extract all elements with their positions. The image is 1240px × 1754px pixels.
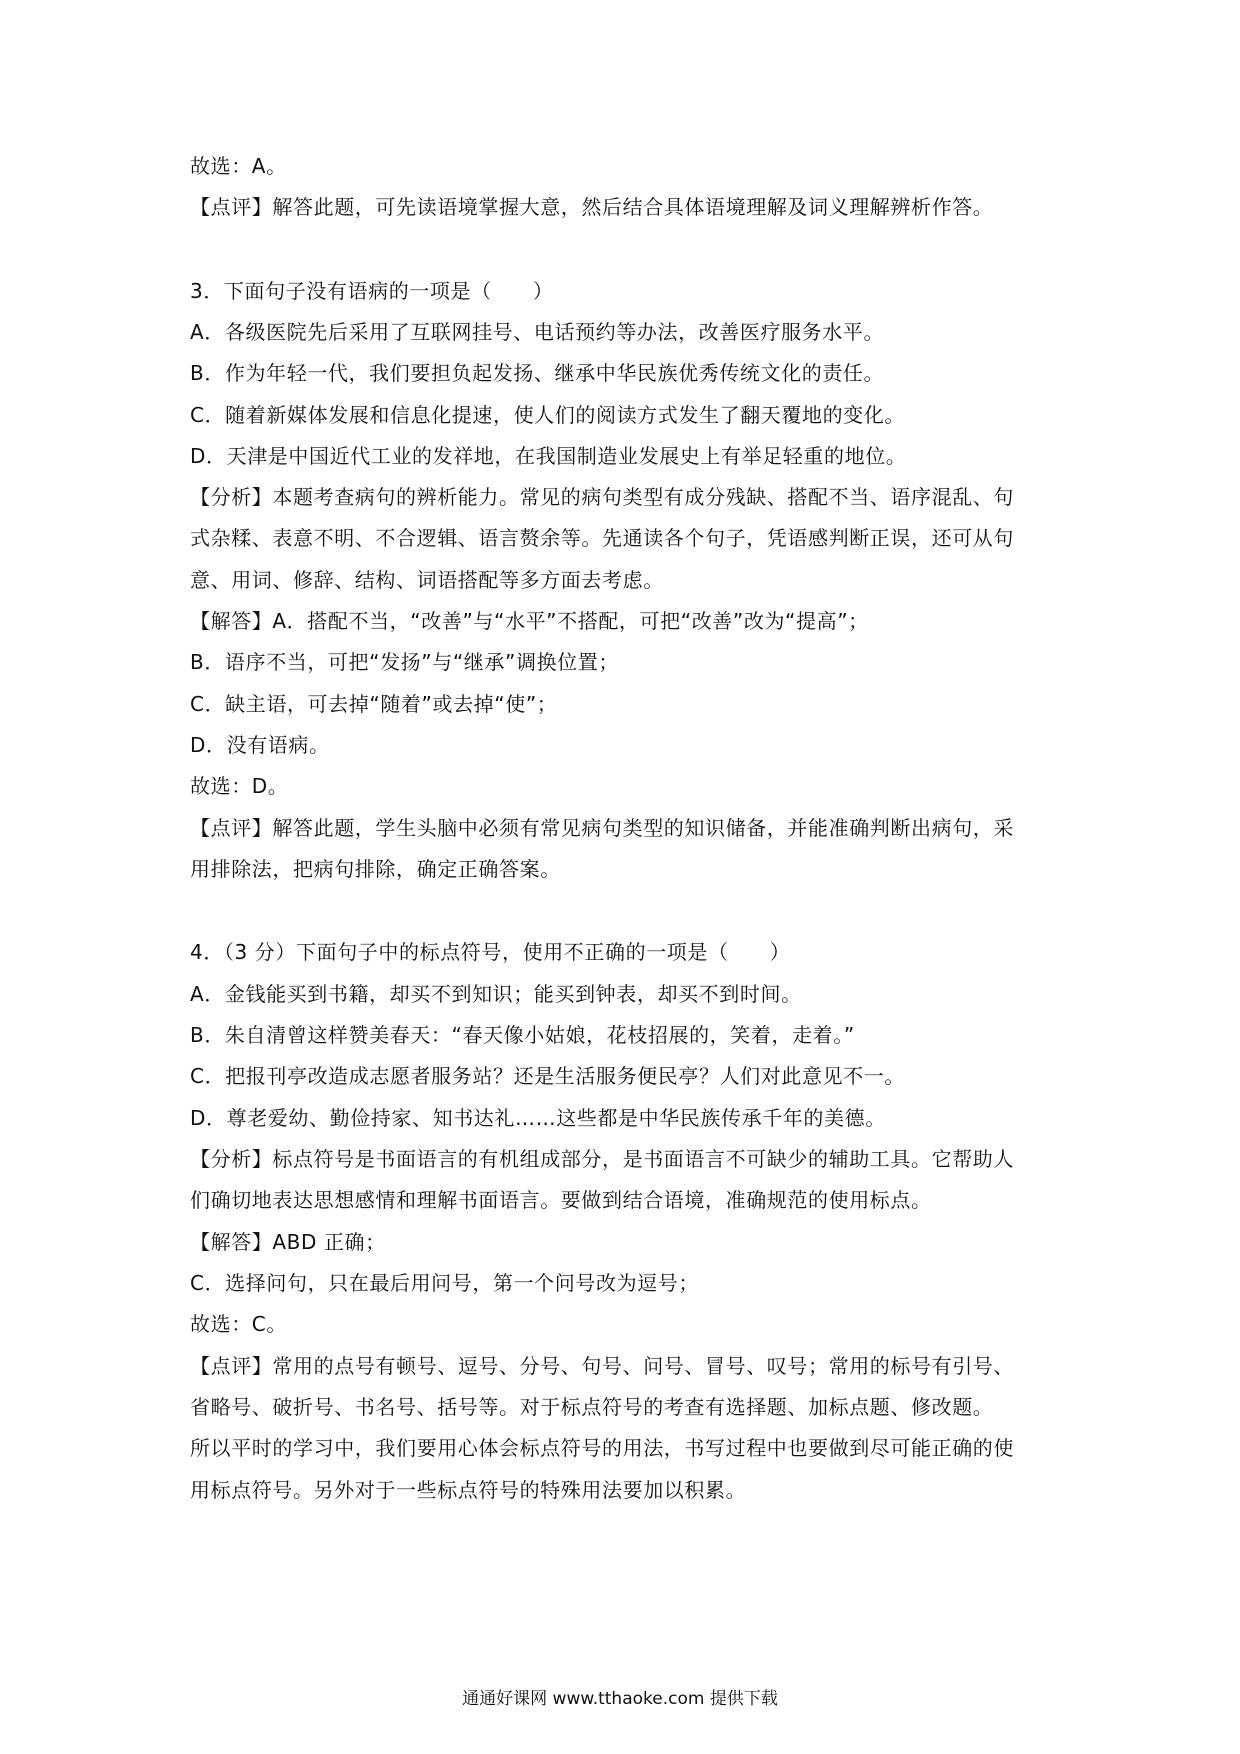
analysis-q4-line-1: 【分析】标点符号是书面语言的有机组成部分，是书面语言不可缺少的辅助工具。它帮助人 [190, 1147, 1014, 1171]
comment-q4-line-2: 省略号、破折号、书名号、括号等。对于标点符号的考查有选择题、加标点题、修改题。 [190, 1395, 994, 1419]
solution-q3-d: D．没有语病。 [190, 733, 330, 757]
question-4-option-d: D．尊老爱幼、勤俭持家、知书达礼……这些都是中华民族传承千年的美德。 [190, 1106, 886, 1130]
page-footer: 通通好课网 www.tthaoke.com 提供下载 [462, 1689, 778, 1709]
question-4-option-b: B．朱自清曾这样赞美春天：“春天像小姑娘，花枝招展的，笑着，走着。” [190, 1023, 855, 1047]
question-3-option-a: A．各级医院先后采用了互联网挂号、电话预约等办法，改善医疗服务水平。 [190, 320, 885, 344]
question-3-stem: 3．下面句子没有语病的一项是（ ） [190, 279, 554, 303]
answer-choice-q3: 故选：D。 [190, 774, 289, 798]
analysis-q4-line-2: 们确切地表达思想感情和理解书面语言。要做到结合语境，准确规范的使用标点。 [190, 1188, 932, 1212]
solution-q4-line-2: C．选择问句，只在最后用问号，第一个问号改为逗号； [190, 1271, 699, 1295]
solution-q3-b: B．语序不当，可把“发扬”与“继承”调换位置； [190, 650, 619, 674]
question-4-option-a: A．金钱能买到书籍，却买不到知识；能买到钟表，却买不到时间。 [190, 982, 802, 1006]
comment-q4-line-1: 【点评】常用的点号有顿号、逗号、分号、句号、问号、冒号、叹号；常用的标号有引号、 [190, 1354, 1014, 1378]
answer-choice-q4: 故选：C。 [190, 1312, 287, 1336]
question-3-option-d: D．天津是中国近代工业的发祥地，在我国制造业发展史上有举足轻重的地位。 [190, 444, 907, 468]
solution-q3-a: 【解答】A．搭配不当，“改善”与“水平”不搭配，可把“改善”改为“提高”； [190, 609, 869, 633]
comment-q3-line-1: 【点评】解答此题，学生头脑中必须有常见病句类型的知识储备，并能准确判断出病句，采 [190, 816, 1014, 840]
solution-q4-line-1: 【解答】ABD 正确； [190, 1230, 386, 1254]
question-4-option-c: C．把报刊亭改造成志愿者服务站？还是生活服务便民亭？人们对此意见不一。 [190, 1064, 905, 1088]
analysis-q3-line-3: 意、用词、修辞、结构、词语搭配等多方面去考虑。 [190, 568, 664, 592]
comment-q4-line-4: 用标点符号。另外对于一些标点符号的特殊用法要加以积累。 [190, 1478, 747, 1502]
question-3-option-b: B．作为年轻一代，我们要担负起发扬、继承中华民族优秀传统文化的责任。 [190, 361, 885, 385]
question-4-stem: 4．（3 分）下面句子中的标点符号，使用不正确的一项是（ ） [190, 940, 791, 964]
comment-q2: 【点评】解答此题，可先读语境掌握大意，然后结合具体语境理解及词义理解辨析作答。 [190, 195, 994, 219]
question-3-option-c: C．随着新媒体发展和信息化提速，使人们的阅读方式发生了翻天覆地的变化。 [190, 403, 905, 427]
solution-q3-c: C．缺主语，可去掉“随着”或去掉“使”； [190, 692, 558, 716]
comment-q3-line-2: 用排除法，把病句排除，确定正确答案。 [190, 857, 561, 881]
analysis-q3-line-2: 式杂糅、表意不明、不合逻辑、语言赘余等。先通读各个句子，凭语感判断正误，还可从句 [190, 526, 1014, 550]
answer-choice-q2: 故选：A。 [190, 154, 287, 178]
comment-q4-line-3: 所以平时的学习中，我们要用心体会标点符号的用法，书写过程中也要做到尽可能正确的使 [190, 1436, 1014, 1460]
analysis-q3-line-1: 【分析】本题考查病句的辨析能力。常见的病句类型有成分残缺、搭配不当、语序混乱、句 [190, 485, 1014, 509]
